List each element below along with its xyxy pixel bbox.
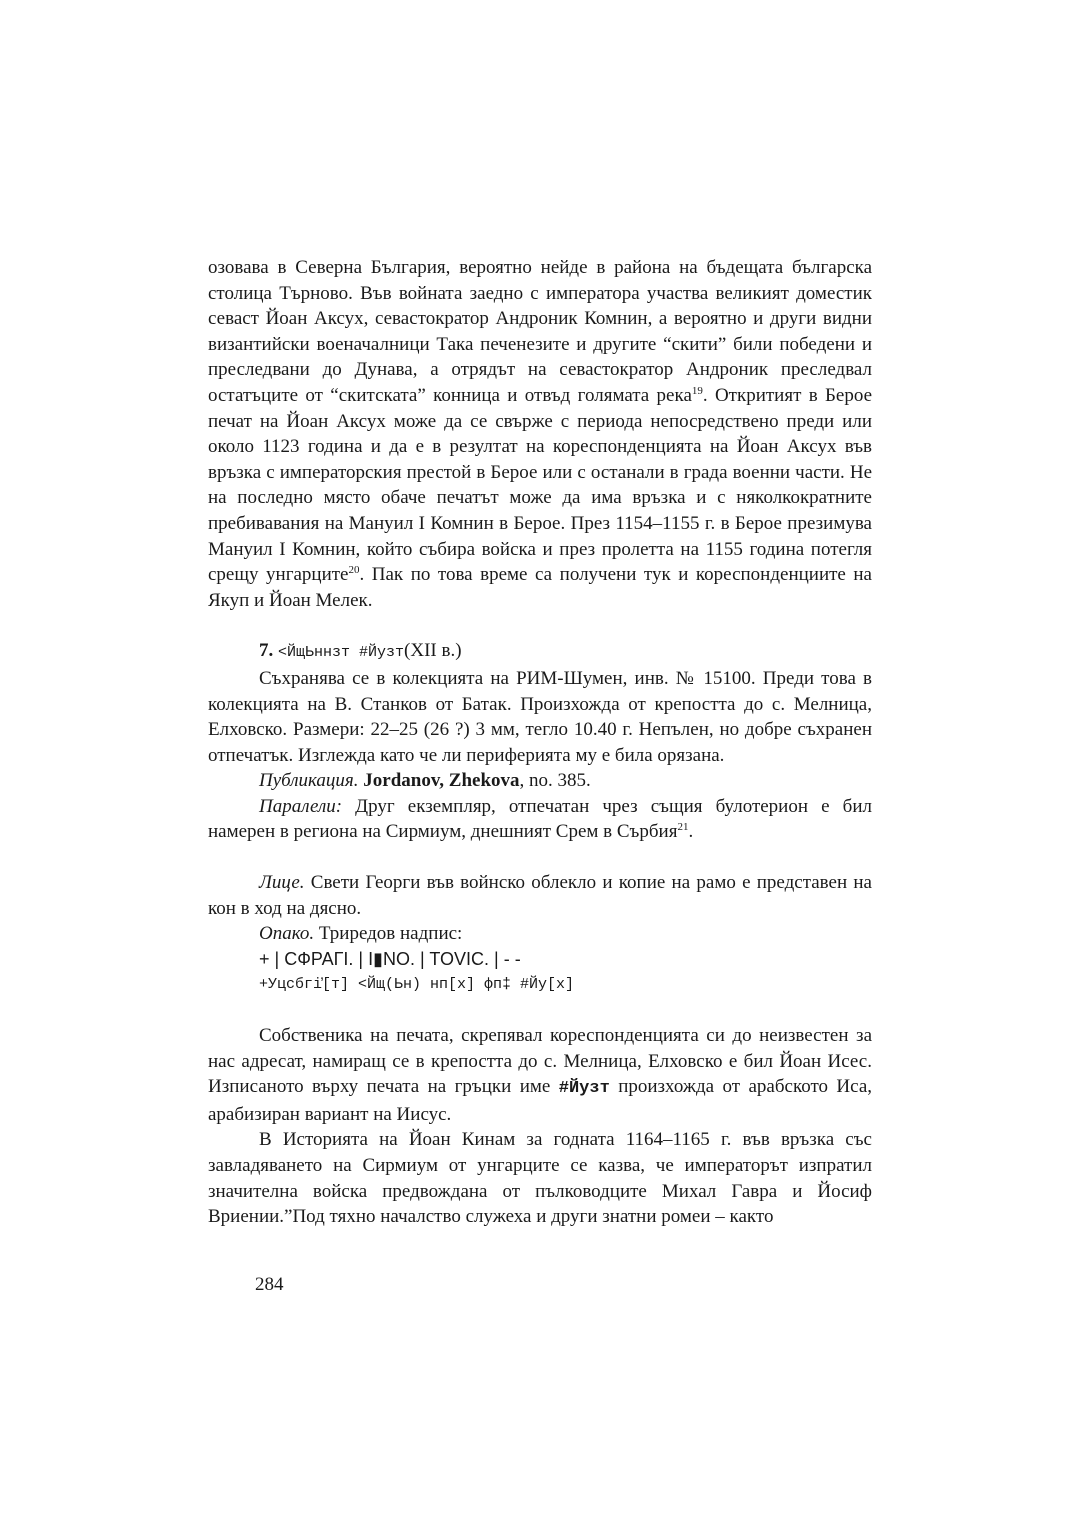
paragraph-1-text: озовава в Северна България, вероятно нейде в района на бъдещата българска столица Търново. Във войната заедно с императора участва великият доместик севаст Йоан Аксух, севастократор Андроник Комнин, а вероятно и други видни византийски военачалници Така печенезите и другите “скити” били победени и преследвани до Дунава, а отрядът на севастократор Андроник преследвал остатъците от “скитската” конница и отвъд голямата река: [208, 257, 872, 406]
obverse-label: Лице.: [259, 872, 305, 894]
parallels-text: Друг екземпляр, отпечатан чрез същия булотерион е бил намерен в региона на Сирмиум, днешният Срем в Сърбия: [208, 795, 872, 843]
paragraph-1-text-end: . Пак по това време са получени тук и кореспонденциите на Якуп и Йоан Мелек.: [208, 564, 872, 611]
paragraph-2-text: Собственика на печата, скрепявал кореспонденцията си до неизвестен за нас адресат, намиращ се в крепостта до с. Мелница, Елховско е бил Йоан Исес. Изписаното върху печата на гръцки име: [208, 1025, 872, 1098]
entry-number: 7.: [259, 640, 274, 662]
page-body: [208, 255, 872, 1230]
reverse-label: Опако.: [259, 923, 315, 945]
paragraph-2: [208, 1023, 872, 1127]
page-number: 284: [255, 1274, 284, 1295]
entry-greek-name: <ЙщЬннзт #Йузт: [278, 644, 405, 662]
paragraph-1: [208, 255, 872, 613]
paragraph-1-text-cont: . Откритият в Берое печат на Йоан Аксух може да се свърже с периода непосредствено преди или около 1123 година и да е в резултат на кореспонденцията на Йоан Аксух във връзка с императорския престой в Берое или с останали в града военни части. Не на последно място обаче печатът може да има връзка и с няколкократните пребивавания на Мануил I Комнин в Берое. През 1154–1155 г. в Берое презимува Мануил I Комнин, който събира войска и през пролетта на 1155 година потегля срещу унгарците: [208, 384, 872, 586]
paragraph-2-text-end: произхожда от арабското Иса, арабизиран вариант на Иисус.: [208, 1076, 872, 1125]
footnote-ref-19: 19: [691, 384, 703, 397]
entry-description: Съхранява се в колекцията на РИМ-Шумен, инв. № 15100. Преди това в колекцията на В. Станков от Батак. Произхожда от крепостта до с. Мелница, Елховско. Размери: 22–25 (26 ?) 3 мм, тегло 10.40 г. Непълен, но добре съхранен отпечатък. Изглежда като че ли периферията му е била орязана.: [208, 667, 872, 766]
footnote-ref-20: 20: [348, 564, 360, 577]
parallels-label: Паралели:: [259, 795, 343, 817]
footnote-ref-21: 21: [677, 821, 689, 834]
parallels-end: .: [688, 821, 694, 843]
publication-ref: , no. 385.: [519, 770, 591, 792]
entry-century: (XII в.): [404, 640, 462, 662]
obverse-text: Свети Георги във войнско облекло и копие на рамо е представен на кон в ход на дясно.: [208, 872, 872, 919]
parallels-line: [208, 794, 872, 845]
paragraph-2-greek-name: #Йузт: [558, 1079, 610, 1099]
reverse-text: Триредов надпис:: [314, 923, 463, 945]
publication-label: Публикация.: [259, 770, 359, 792]
obverse-line: [208, 870, 872, 921]
seal-transcription: +Уцсбгі̓[т] <Йщ(Ьн) нп[х] фп‡ #Йу[х]: [259, 976, 575, 994]
publication-line: [208, 768, 872, 794]
seal-inscription: + | СФРАГΙ. | I▮NO. | TOVIC. | - -: [259, 948, 521, 969]
entry-heading: [208, 638, 872, 666]
publication-authors: Jordanov, Zhekova: [363, 770, 520, 792]
reverse-line: [208, 921, 872, 947]
paragraph-3: В Историята на Йоан Кинам за годната 1164–1165 г. във връзка със завладяването на Сирмиум от унгарците се казва, че императорът изпратил значителна войска предвождана от пълководците Михал Гавра и Йосиф Вриении.”Под тяхно началство служеха и други знатни ромеи – както: [208, 1129, 872, 1228]
